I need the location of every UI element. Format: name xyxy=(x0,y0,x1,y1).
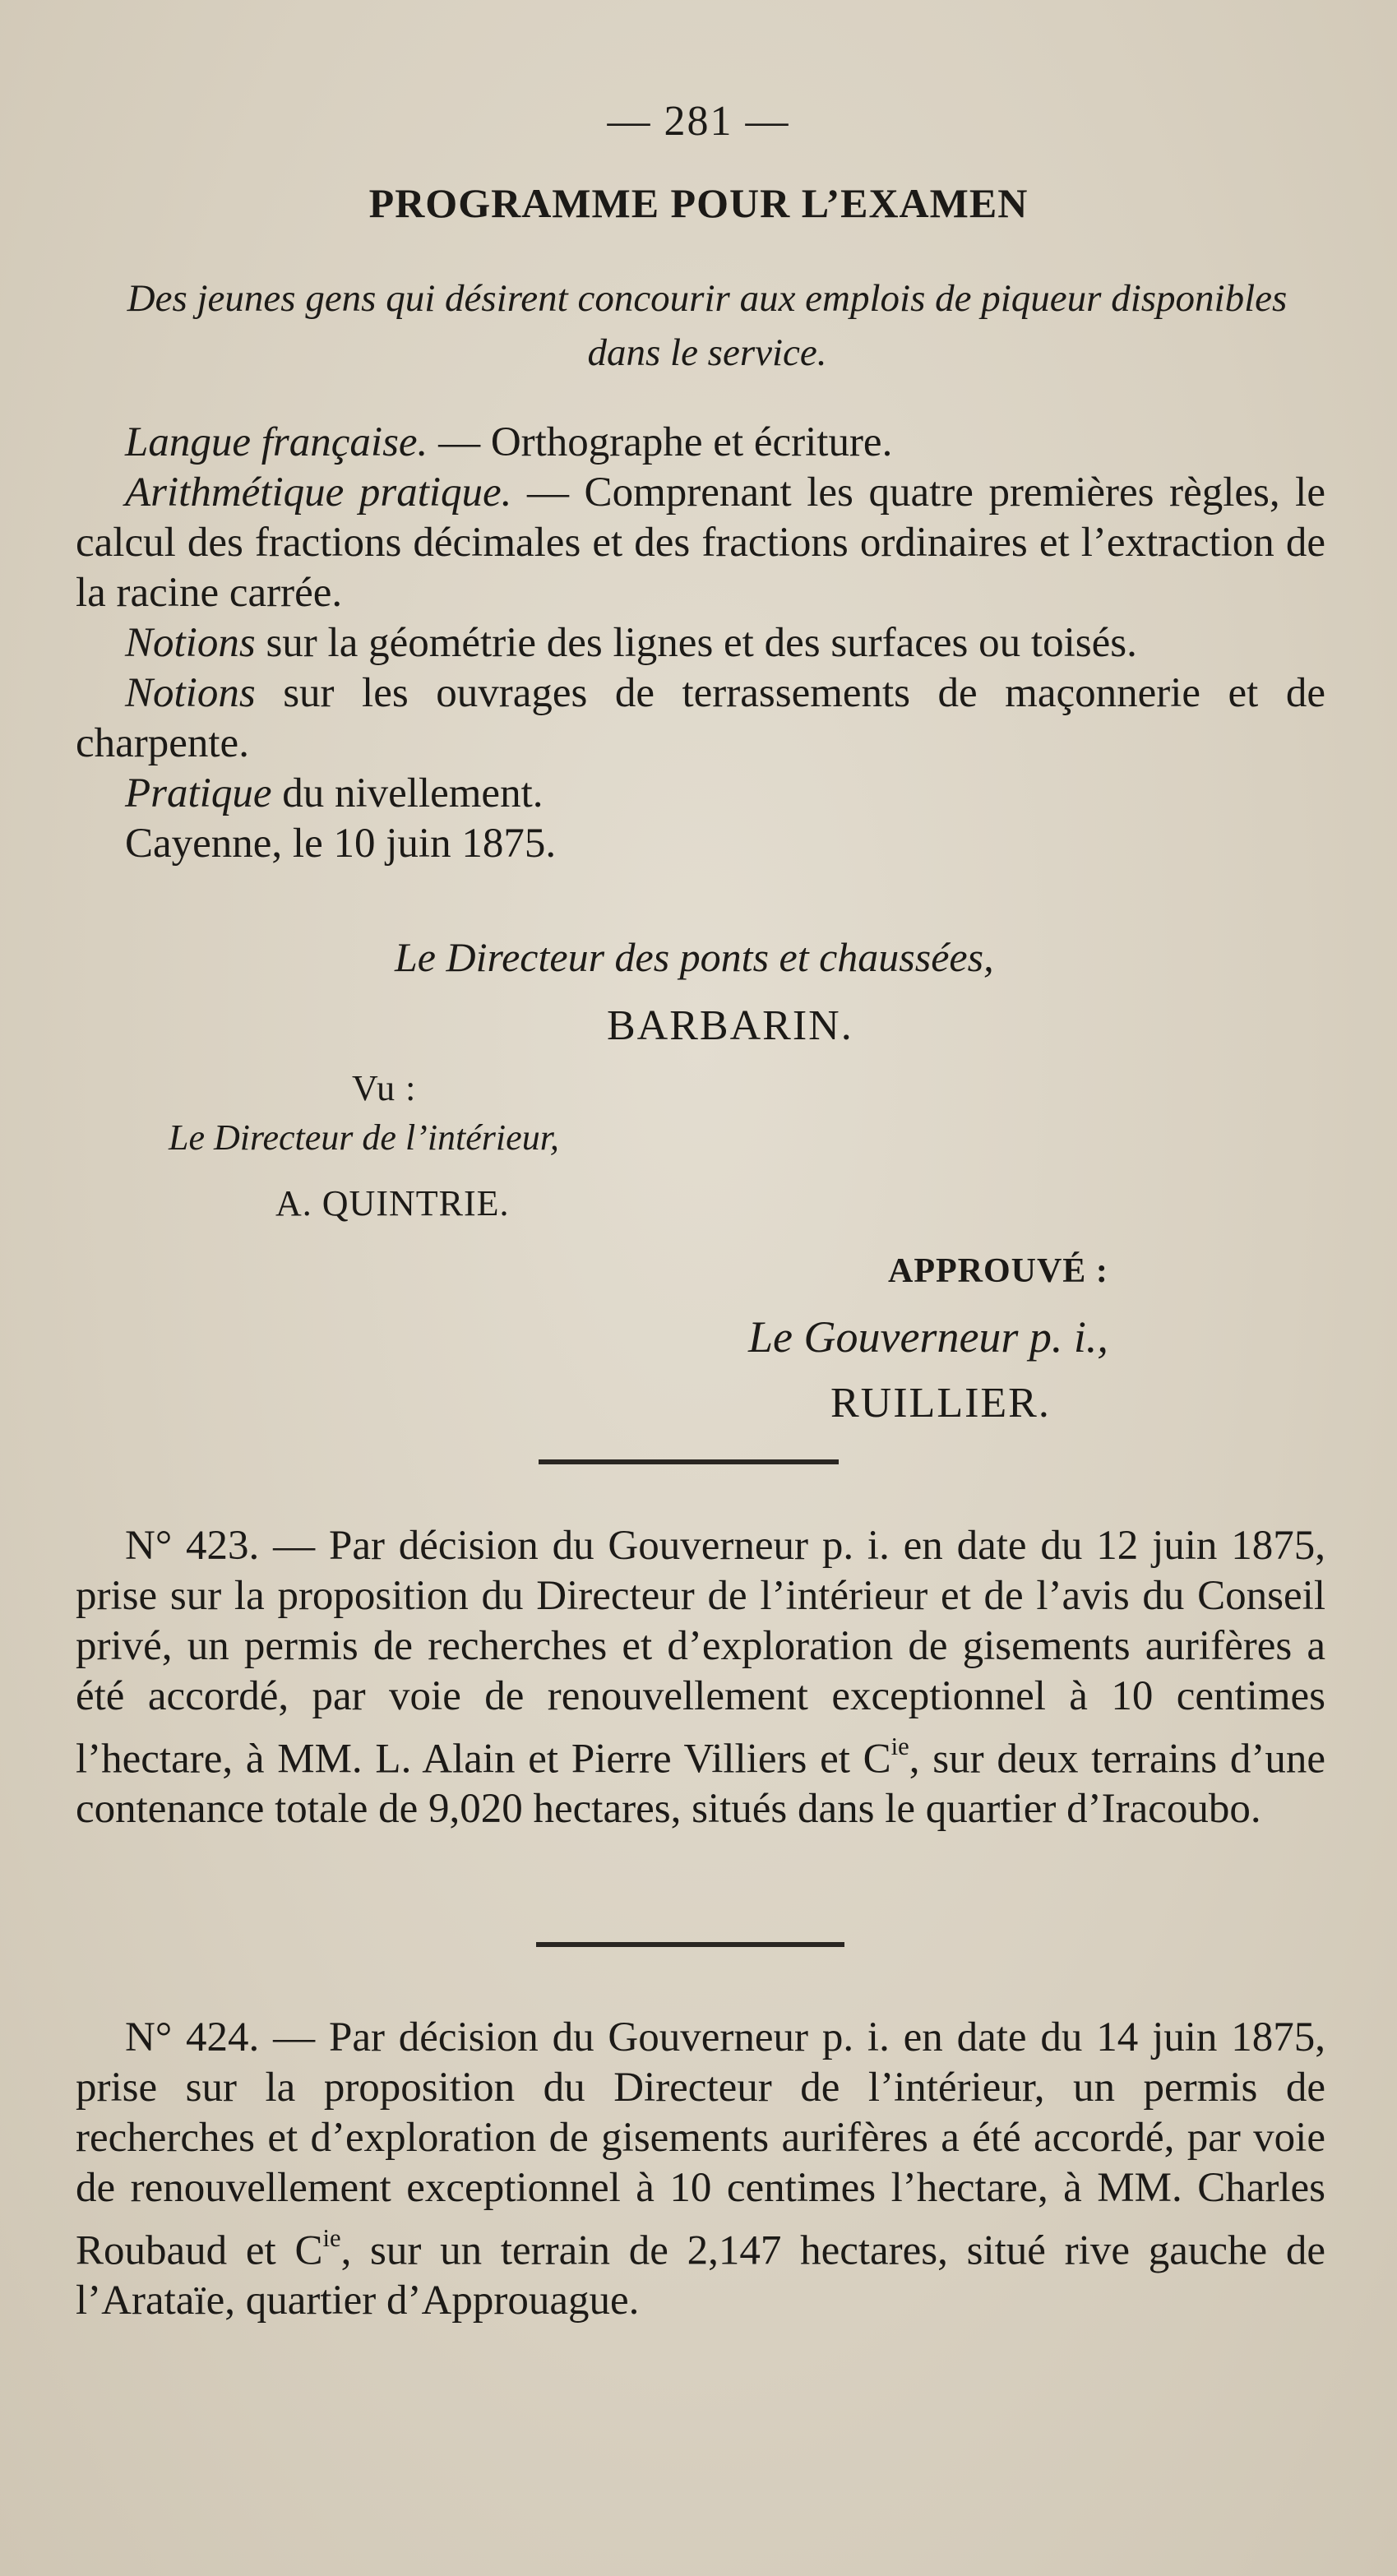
subjects-list xyxy=(76,418,1325,869)
decision-423 xyxy=(76,1521,1325,1834)
vu-label: Vu : xyxy=(352,1068,417,1108)
page-title: PROGRAMME POUR L’EXAMEN xyxy=(368,180,1029,226)
subject-keyword: Pratique xyxy=(125,770,272,816)
decision-text: — Par décision du Gouverneur p. i. en date du 12 juin 1875, prise sur la proposition du Directeur de l’intérieur et de l’avis du Conseil privé, un permis de recherches et d’exploration de gisements aurifères a été accordé, par voie de renouvellement exceptionnel à 10 centimes l’hectare, à MM. L. Alain et Pierre Villiers et C xyxy=(76,1523,1325,1783)
decision-text: — Par décision du Gouverneur p. i. en date du 14 juin 1875, prise sur la proposition du Directeur de l’intérieur, un permis de recherches et d’exploration de gisements aurifères a été accordé, par voie de renouvellement exceptionnel à 10 centimes l’hectare, à MM. Charles Roubaud et C xyxy=(76,2014,1325,2274)
company-abbrev: ie xyxy=(322,2224,341,2252)
subject-text: du nivellement. xyxy=(271,770,544,816)
interior-director-title: Le Directeur de l’intérieur, xyxy=(169,1117,559,1158)
decision-number: N° 423. xyxy=(125,1523,260,1569)
subject-keyword: Notions xyxy=(125,670,256,716)
subject-keyword: Arithmétique pratique. xyxy=(125,469,512,516)
place-date: Cayenne, le 10 juin 1875. xyxy=(125,821,557,867)
decision-text-end: , sur deux terrains d’une contenance totale de 9,020 hectares, situés dans le quartier d’Iracoubo. xyxy=(76,1736,1326,1833)
decision-text-end: , sur un terrain de 2,147 hectares, situé rive gauche de l’Arataïe, quartier d’Approuague. xyxy=(76,2227,1325,2324)
subject-item xyxy=(76,618,1325,668)
subject-keyword: Notions xyxy=(125,620,256,666)
subject-text: sur les ouvrages de terrassements de maçonnerie et de charpente. xyxy=(76,670,1325,766)
director-name: BARBARIN. xyxy=(607,1002,853,1049)
section-divider xyxy=(539,1459,839,1464)
section-divider xyxy=(536,1942,844,1947)
subject-item xyxy=(76,418,1325,468)
subject-text: sur la géométrie des lignes et des surfaces ou toisés. xyxy=(255,620,1137,666)
director-title: Le Directeur des ponts et chaussées, xyxy=(395,934,994,980)
governor-title: Le Gouverneur p. i., xyxy=(748,1312,1108,1362)
subject-item xyxy=(76,468,1325,618)
subject-item xyxy=(76,769,1325,819)
governor-name: RUILLIER. xyxy=(830,1380,1051,1427)
subject-item xyxy=(76,668,1325,769)
decision-number: N° 424. xyxy=(125,2014,260,2060)
approved-label: APPROUVÉ : xyxy=(888,1252,1108,1290)
page-number: — 281 — xyxy=(607,98,790,145)
page-subtitle: Des jeunes gens qui désirent concourir aux emplois de piqueur disponibles dans le service. xyxy=(127,277,1288,374)
subject-text: — Comprenant les quatre premières règles, le calcul des fractions décimales et des fractions ordinaires et l’extraction de la racine carrée. xyxy=(76,469,1325,616)
company-abbrev: ie xyxy=(890,1732,909,1760)
subject-text: — Orthographe et écriture. xyxy=(428,419,893,465)
subject-keyword: Langue française. xyxy=(125,419,428,465)
interior-director-name: A. QUINTRIE. xyxy=(275,1183,510,1223)
decision-424 xyxy=(76,2013,1325,2326)
